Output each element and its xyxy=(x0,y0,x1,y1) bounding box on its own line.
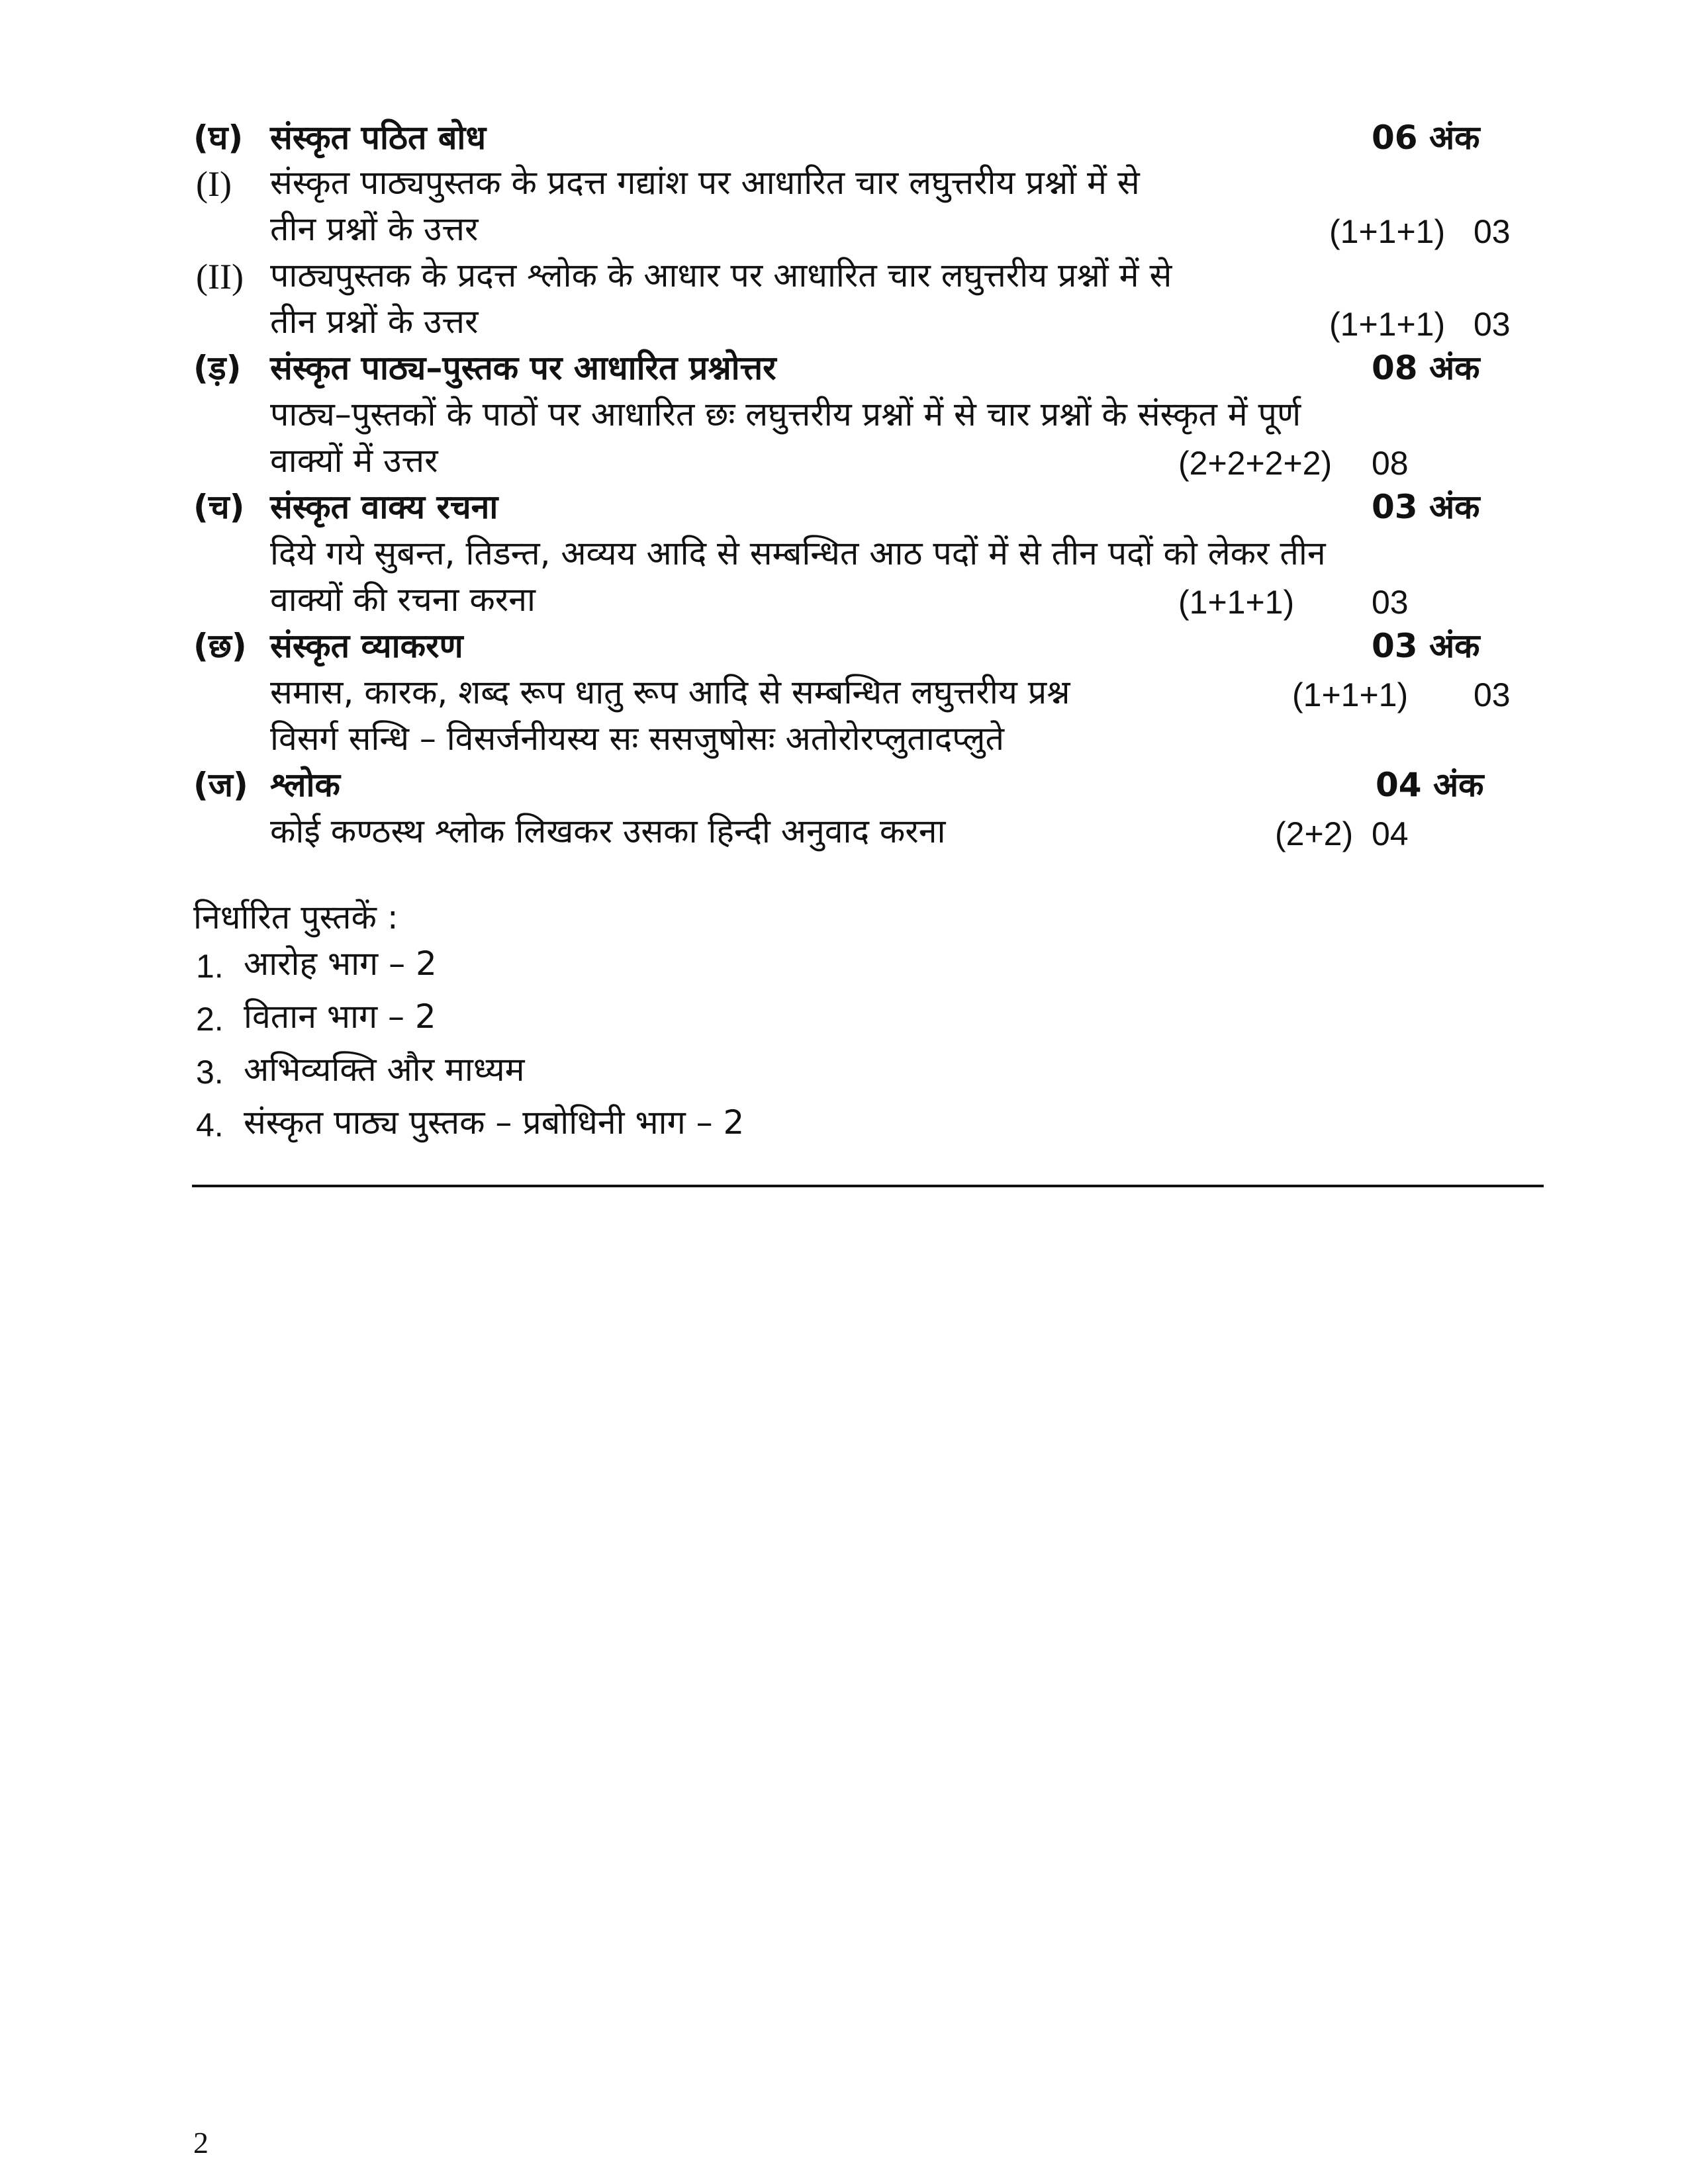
section-cha-split: (1+1+1) xyxy=(1178,584,1295,621)
section-ja-marks: 04 अंक xyxy=(1376,766,1484,804)
section-cha-line1: दिये गये सुबन्त, तिडन्त, अव्यय आदि से सम्बन्धित आठ पदों में से तीन पदों को लेकर तीन xyxy=(270,534,1326,572)
item-2-split: (1+1+1) xyxy=(1329,306,1446,343)
books-heading: निर्धारित पुस्तकें : xyxy=(193,898,399,936)
section-nga-split: (2+2+2+2) xyxy=(1178,445,1333,482)
item-1-score: 03 xyxy=(1474,213,1511,250)
book-1-num: 1. xyxy=(196,948,224,985)
item-1-line2: तीन प्रश्नों के उत्तर xyxy=(270,210,479,248)
section-gha-label: (घ) xyxy=(193,118,244,157)
section-chha-label: (छ) xyxy=(193,627,247,665)
item-1-label: (I) xyxy=(196,164,232,204)
section-ja-title: श्लोक xyxy=(270,766,340,804)
item-1-line1: संस्कृत पाठ्यपुस्तक के प्रदत्त गद्यांश पर आधारित चार लघुत्तरीय प्रश्नों में से xyxy=(270,163,1140,202)
section-ja-split: (2+2) xyxy=(1275,815,1354,852)
section-gha-title: संस्कृत पठित बोध xyxy=(270,118,487,157)
section-ja-line1: कोई कण्ठस्थ श्लोक लिखकर उसका हिन्दी अनुवाद करना xyxy=(270,812,946,850)
section-nga-score: 08 xyxy=(1372,445,1409,482)
section-nga-title: संस्कृत पाठ्य–पुस्तक पर आधारित प्रश्नोत्तर xyxy=(270,349,776,387)
book-1-text: आरोह भाग – 2 xyxy=(244,944,437,983)
section-nga-line2: वाक्यों में उत्तर xyxy=(270,441,438,480)
book-4-num: 4. xyxy=(196,1107,224,1144)
section-cha-label: (च) xyxy=(193,488,245,526)
book-3-num: 3. xyxy=(196,1054,224,1091)
section-chha-marks: 03 अंक xyxy=(1372,627,1480,665)
section-chha-line1: समास, कारक, शब्द रूप धातु रूप आदि से सम्बन्धित लघुत्तरीय प्रश्न xyxy=(270,673,1070,711)
section-nga-line1: पाठ्य–पुस्तकों के पाठों पर आधारित छः लघुत्तरीय प्रश्नों में से चार प्रश्नों के संस्कृत में पूर्ण xyxy=(270,395,1301,433)
book-2-num: 2. xyxy=(196,1001,224,1038)
book-2-text: वितान भाग – 2 xyxy=(244,997,436,1036)
section-chha-score: 03 xyxy=(1474,676,1511,713)
item-2-label: (II) xyxy=(196,257,244,296)
book-4-text: संस्कृत पाठ्य पुस्तक – प्रबोधिनी भाग – 2 xyxy=(244,1103,745,1142)
section-cha-line2: वाक्यों की रचना करना xyxy=(270,580,536,619)
section-chha-split: (1+1+1) xyxy=(1292,676,1409,713)
section-cha-marks: 03 अंक xyxy=(1372,488,1480,526)
item-1-split: (1+1+1) xyxy=(1329,213,1446,250)
section-cha-title: संस्कृत वाक्य रचना xyxy=(270,488,498,526)
item-2-score: 03 xyxy=(1474,306,1511,343)
book-3-text: अभिव्यक्ति और माध्यम xyxy=(244,1050,525,1089)
section-nga-label: (ड़) xyxy=(193,349,242,387)
section-chha-title: संस्कृत व्याकरण xyxy=(270,627,463,665)
section-cha-score: 03 xyxy=(1372,584,1409,621)
item-2-line1: पाठ्यपुस्तक के प्रदत्त श्लोक के आधार पर आधारित चार लघुत्तरीय प्रश्नों में से xyxy=(270,256,1172,295)
page-number: 2 xyxy=(193,2126,209,2160)
section-chha-line2: विसर्ग सन्धि – विसर्जनीयस्य सः ससजुषोसः अतोरोरप्लुतादप्लुते xyxy=(270,719,1004,758)
section-ja-label: (ज) xyxy=(193,766,248,804)
item-2-line2: तीन प्रश्नों के उत्तर xyxy=(270,302,479,341)
section-ja-score: 04 xyxy=(1372,815,1409,852)
section-nga-marks: 08 अंक xyxy=(1372,349,1480,387)
section-gha-marks: 06 अंक xyxy=(1372,118,1480,157)
horizontal-rule xyxy=(192,1185,1544,1187)
